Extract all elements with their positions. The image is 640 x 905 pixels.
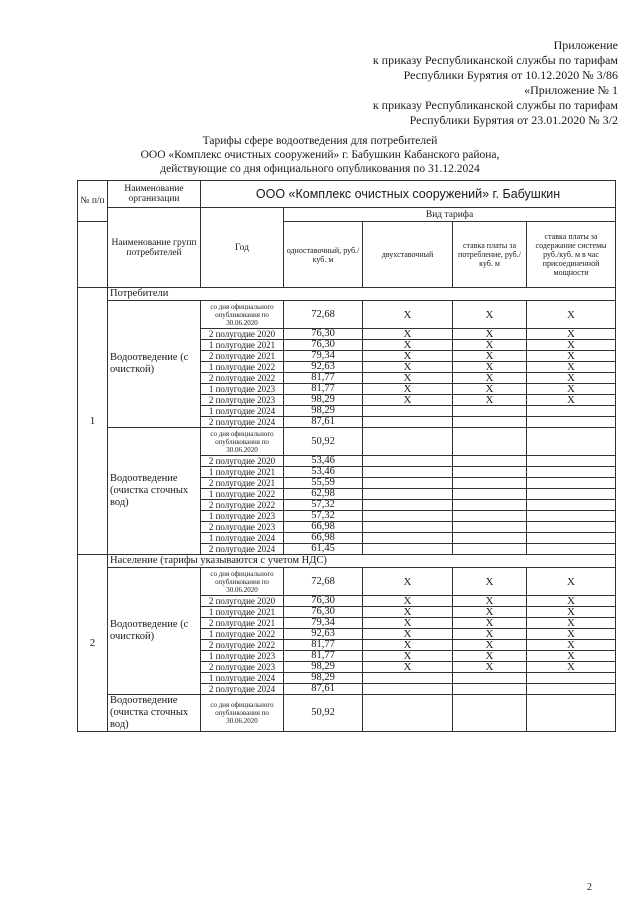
empty-cell [453, 511, 527, 522]
empty-cell [363, 511, 453, 522]
empty-cell [453, 695, 527, 732]
single-rate-value: 76,30 [284, 596, 363, 607]
period-cell: 1 полугодие 2022 [201, 362, 284, 373]
period-cell: со дня официального опубликования по 30.06.2020 [201, 428, 284, 456]
empty-cell [527, 511, 616, 522]
empty-cell [527, 522, 616, 533]
header-line: к приказу Республиканской службы по тарифам [372, 98, 618, 112]
not-applicable-mark: X [527, 568, 616, 596]
single-rate-value: 53,46 [284, 456, 363, 467]
empty-cell [527, 695, 616, 732]
column-header-single-rate: одноставочный, руб./ куб. м [284, 222, 363, 288]
column-header-maintenance-rate: ставка платы за содержание системы руб./куб. м в час присоединенной мощности [527, 222, 616, 288]
empty-cell [453, 489, 527, 500]
period-cell: 1 полугодие 2022 [201, 629, 284, 640]
consumer-group-name: Водоотведение (очистка сточных вод) [108, 428, 201, 555]
period-cell: 2 полугодие 2022 [201, 373, 284, 384]
empty-cell [363, 406, 453, 417]
column-header-organization: Наименование организации [108, 181, 201, 208]
not-applicable-mark: X [527, 596, 616, 607]
tariff-row [78, 568, 616, 596]
header-line: Республики Бурятия от 23.01.2020 № 3/2 [409, 113, 618, 127]
not-applicable-mark: X [363, 607, 453, 618]
empty-cell [527, 417, 616, 428]
period-cell: 1 полугодие 2023 [201, 511, 284, 522]
not-applicable-mark: X [363, 640, 453, 651]
not-applicable-mark: X [453, 568, 527, 596]
column-header-groups: Наименование групп потребителей [108, 208, 201, 288]
not-applicable-mark: X [453, 384, 527, 395]
single-rate-value: 72,68 [284, 568, 363, 596]
single-rate-value: 76,30 [284, 329, 363, 340]
not-applicable-mark: X [363, 384, 453, 395]
period-cell: 2 полугодие 2022 [201, 640, 284, 651]
single-rate-value: 57,32 [284, 511, 363, 522]
consumer-group-name: Водоотведение (с очисткой) [108, 301, 201, 428]
title-line: действующие со дня официального опубликования по 31.12.2024 [160, 163, 480, 175]
empty-cell [527, 406, 616, 417]
empty-cell [453, 417, 527, 428]
not-applicable-mark: X [363, 662, 453, 673]
period-cell: 2 полугодие 2024 [201, 684, 284, 695]
not-applicable-mark: X [527, 340, 616, 351]
empty-cell [363, 684, 453, 695]
single-rate-value: 81,77 [284, 384, 363, 395]
empty-cell [527, 428, 616, 456]
empty-cell [527, 478, 616, 489]
empty-cell [363, 544, 453, 555]
single-rate-value: 79,34 [284, 351, 363, 362]
period-cell: со дня официального опубликования по 30.06.2020 [201, 695, 284, 732]
not-applicable-mark: X [363, 651, 453, 662]
single-rate-value: 50,92 [284, 695, 363, 732]
empty-cell [527, 533, 616, 544]
category-row [78, 555, 616, 568]
empty-cell [453, 684, 527, 695]
single-rate-value: 62,98 [284, 489, 363, 500]
not-applicable-mark: X [527, 395, 616, 406]
not-applicable-mark: X [527, 373, 616, 384]
period-cell: 1 полугодие 2024 [201, 533, 284, 544]
category-row [78, 288, 616, 301]
column-header-consumption-rate: ставка платы за потребление, руб./ куб. м [453, 222, 527, 288]
empty-cell [527, 500, 616, 511]
section-number: 2 [78, 555, 108, 732]
single-rate-value: 53,46 [284, 467, 363, 478]
period-cell: 2 полугодие 2024 [201, 544, 284, 555]
column-header-tariff-type: Вид тарифа [284, 208, 616, 222]
single-rate-value: 81,77 [284, 373, 363, 384]
single-rate-value: 61,45 [284, 544, 363, 555]
single-rate-value: 87,61 [284, 684, 363, 695]
empty-cell [363, 417, 453, 428]
empty-cell [527, 544, 616, 555]
column-header-number: № п/п [78, 181, 108, 222]
not-applicable-mark: X [363, 329, 453, 340]
consumer-group-name: Водоотведение (очистка сточных вод) [108, 695, 201, 732]
column-header-two-part-rate: двухставочный [363, 222, 453, 288]
period-cell: 1 полугодие 2022 [201, 489, 284, 500]
not-applicable-mark: X [363, 351, 453, 362]
empty-cell [453, 522, 527, 533]
period-cell: 1 полугодие 2023 [201, 384, 284, 395]
empty-cell [363, 500, 453, 511]
period-cell: 2 полугодие 2020 [201, 456, 284, 467]
header-row [78, 208, 616, 222]
not-applicable-mark: X [527, 629, 616, 640]
not-applicable-mark: X [527, 351, 616, 362]
empty-cell [453, 456, 527, 467]
not-applicable-mark: X [363, 301, 453, 329]
period-cell: 2 полугодие 2023 [201, 395, 284, 406]
not-applicable-mark: X [453, 640, 527, 651]
not-applicable-mark: X [363, 373, 453, 384]
empty-cell [453, 478, 527, 489]
single-rate-value: 55,59 [284, 478, 363, 489]
empty-cell [363, 428, 453, 456]
single-rate-value: 98,29 [284, 673, 363, 684]
title-line: ООО «Комплекс очистных сооружений» г. Бабушкин Кабанского района, [140, 149, 500, 161]
not-applicable-mark: X [363, 596, 453, 607]
not-applicable-mark: X [453, 362, 527, 373]
not-applicable-mark: X [363, 395, 453, 406]
tariff-row [78, 695, 616, 732]
not-applicable-mark: X [527, 618, 616, 629]
single-rate-value: 98,29 [284, 406, 363, 417]
single-rate-value: 72,68 [284, 301, 363, 329]
period-cell: 2 полугодие 2022 [201, 500, 284, 511]
not-applicable-mark: X [363, 629, 453, 640]
period-cell: 2 полугодие 2021 [201, 618, 284, 629]
empty-cell [363, 695, 453, 732]
period-cell: 2 полугодие 2023 [201, 522, 284, 533]
empty-cell [363, 522, 453, 533]
tariff-table [77, 180, 616, 732]
single-rate-value: 87,61 [284, 417, 363, 428]
not-applicable-mark: X [453, 329, 527, 340]
page-number: 2 [587, 882, 592, 893]
period-cell: 2 полугодие 2021 [201, 478, 284, 489]
empty-cell [527, 489, 616, 500]
period-cell: со дня официального опубликования по 30.06.2020 [201, 568, 284, 596]
title-line: Тарифы сфере водоотведения для потребителей [202, 135, 438, 147]
section-number: 1 [78, 288, 108, 555]
single-rate-value: 76,30 [284, 607, 363, 618]
not-applicable-mark: X [527, 607, 616, 618]
not-applicable-mark: X [527, 651, 616, 662]
not-applicable-mark: X [527, 384, 616, 395]
not-applicable-mark: X [453, 596, 527, 607]
not-applicable-mark: X [363, 362, 453, 373]
tariff-row [78, 428, 616, 456]
consumer-category: Население (тарифы указываются с учетом НДС) [108, 555, 616, 568]
empty-cell [453, 500, 527, 511]
empty-cell [527, 456, 616, 467]
single-rate-value: 98,29 [284, 662, 363, 673]
empty-cell [363, 478, 453, 489]
empty-cell [363, 533, 453, 544]
not-applicable-mark: X [453, 651, 527, 662]
period-cell: 1 полугодие 2021 [201, 340, 284, 351]
single-rate-value: 92,63 [284, 629, 363, 640]
empty-cell [527, 673, 616, 684]
header-line: Республики Бурятия от 10.12.2020 № 3/86 [403, 68, 618, 82]
not-applicable-mark: X [527, 640, 616, 651]
period-cell: 2 полугодие 2023 [201, 662, 284, 673]
header-line: «Приложение № 1 [524, 83, 618, 97]
column-header-number-cont [78, 222, 108, 288]
consumer-group-name: Водоотведение (с очисткой) [108, 568, 201, 695]
single-rate-value: 81,77 [284, 640, 363, 651]
empty-cell [363, 489, 453, 500]
header-block [373, 38, 618, 128]
not-applicable-mark: X [453, 301, 527, 329]
not-applicable-mark: X [453, 373, 527, 384]
period-cell: 2 полугодие 2024 [201, 417, 284, 428]
tariff-table-body [78, 181, 616, 732]
period-cell: 1 полугодие 2024 [201, 406, 284, 417]
period-cell: со дня официального опубликования по 30.06.2020 [201, 301, 284, 329]
period-cell: 2 полугодие 2021 [201, 351, 284, 362]
consumer-category: Потребители [108, 288, 616, 301]
not-applicable-mark: X [527, 662, 616, 673]
not-applicable-mark: X [453, 607, 527, 618]
single-rate-value: 66,98 [284, 533, 363, 544]
period-cell: 2 полугодие 2020 [201, 596, 284, 607]
not-applicable-mark: X [363, 568, 453, 596]
header-line: Приложение [553, 38, 618, 52]
single-rate-value: 66,98 [284, 522, 363, 533]
single-rate-value: 98,29 [284, 395, 363, 406]
not-applicable-mark: X [453, 340, 527, 351]
single-rate-value: 76,30 [284, 340, 363, 351]
period-cell: 1 полугодие 2024 [201, 673, 284, 684]
empty-cell [363, 673, 453, 684]
period-cell: 1 полугодие 2021 [201, 467, 284, 478]
empty-cell [363, 456, 453, 467]
empty-cell [453, 428, 527, 456]
single-rate-value: 79,34 [284, 618, 363, 629]
not-applicable-mark: X [527, 301, 616, 329]
not-applicable-mark: X [453, 395, 527, 406]
not-applicable-mark: X [453, 351, 527, 362]
empty-cell [453, 467, 527, 478]
column-header-year: Год [201, 208, 284, 288]
tariff-row [78, 301, 616, 329]
not-applicable-mark: X [453, 618, 527, 629]
header-line: к приказу Республиканской службы по тарифам [372, 53, 618, 67]
single-rate-value: 92,63 [284, 362, 363, 373]
empty-cell [527, 467, 616, 478]
empty-cell [527, 684, 616, 695]
period-cell: 1 полугодие 2023 [201, 651, 284, 662]
period-cell: 1 полугодие 2021 [201, 607, 284, 618]
not-applicable-mark: X [453, 662, 527, 673]
empty-cell [453, 533, 527, 544]
period-cell: 2 полугодие 2020 [201, 329, 284, 340]
not-applicable-mark: X [527, 329, 616, 340]
organization-name: ООО «Комплекс очистных сооружений» г. Бабушкин [201, 181, 616, 208]
not-applicable-mark: X [453, 629, 527, 640]
not-applicable-mark: X [527, 362, 616, 373]
empty-cell [363, 467, 453, 478]
empty-cell [453, 673, 527, 684]
single-rate-value: 81,77 [284, 651, 363, 662]
not-applicable-mark: X [363, 618, 453, 629]
empty-cell [453, 406, 527, 417]
not-applicable-mark: X [363, 340, 453, 351]
single-rate-value: 57,32 [284, 500, 363, 511]
document-title [0, 134, 640, 176]
header-row [78, 181, 616, 208]
empty-cell [453, 544, 527, 555]
single-rate-value: 50,92 [284, 428, 363, 456]
